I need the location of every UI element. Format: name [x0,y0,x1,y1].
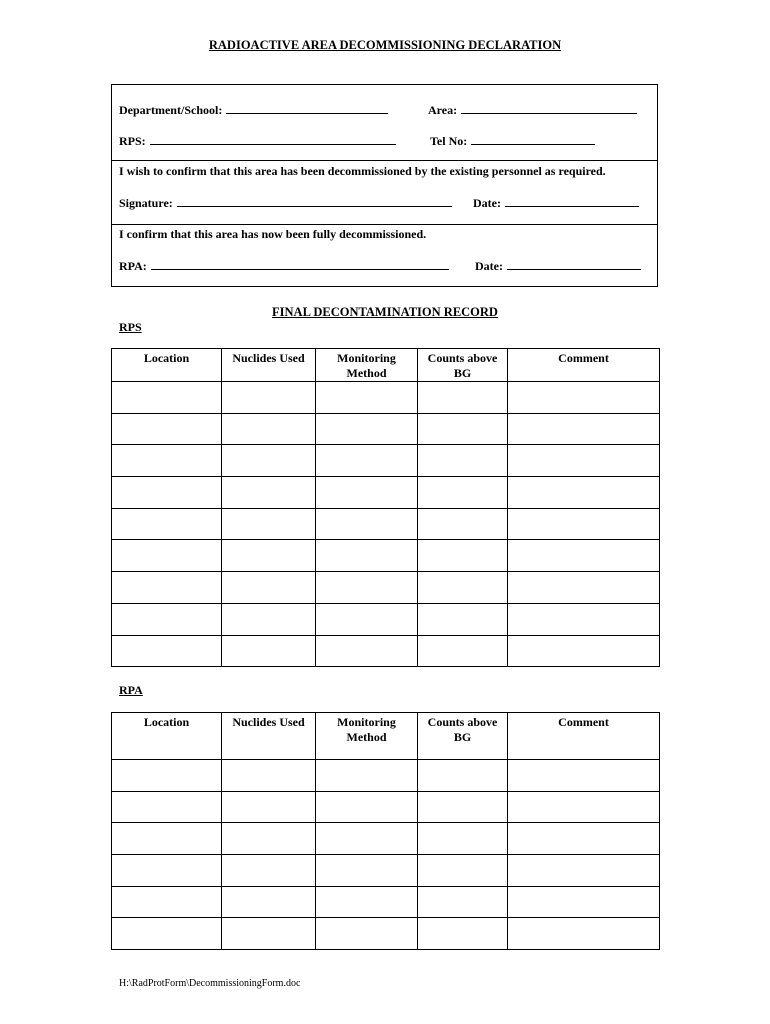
comment-cell[interactable] [508,445,660,477]
table-row [112,886,660,918]
comment-cell[interactable] [508,572,660,604]
comment-cell[interactable] [508,855,660,887]
comment-cell[interactable] [508,918,660,950]
location-cell[interactable] [112,477,222,509]
col-header-location: Location [112,713,222,760]
rpa-field[interactable] [119,258,449,274]
location-cell[interactable] [112,603,222,635]
col-header-counts: Counts above BG [418,349,508,382]
nuclides-cell[interactable] [222,382,316,414]
counts-cell[interactable] [418,635,508,667]
divider-1 [112,160,657,161]
department-field[interactable] [119,102,388,118]
divider-2 [112,224,657,225]
counts-cell[interactable] [418,603,508,635]
monitoring-cell[interactable] [316,508,418,540]
counts-cell[interactable] [418,477,508,509]
record-title: FINAL DECONTAMINATION RECORD [272,305,498,319]
date-label-2: Date: [475,259,503,273]
counts-cell[interactable] [418,413,508,445]
table-row [112,603,660,635]
nuclides-cell[interactable] [222,445,316,477]
counts-cell[interactable] [418,382,508,414]
location-cell[interactable] [112,445,222,477]
nuclides-cell[interactable] [222,760,316,792]
table-row [112,791,660,823]
col-header-comment: Comment [508,713,660,760]
department-input-line[interactable] [226,102,388,114]
date-field-2[interactable] [475,258,641,274]
rpa-section-label: RPA [119,683,143,697]
nuclides-cell[interactable] [222,855,316,887]
location-cell[interactable] [112,791,222,823]
location-cell[interactable] [112,382,222,414]
comment-cell[interactable] [508,760,660,792]
table-row [112,445,660,477]
nuclides-cell[interactable] [222,508,316,540]
comment-cell[interactable] [508,508,660,540]
location-cell[interactable] [112,918,222,950]
location-cell[interactable] [112,508,222,540]
monitoring-cell[interactable] [316,918,418,950]
col-header-counts: Counts above BG [418,713,508,760]
nuclides-cell[interactable] [222,477,316,509]
date-input-line-1[interactable] [505,195,639,207]
monitoring-cell[interactable] [316,855,418,887]
nuclides-cell[interactable] [222,791,316,823]
table-row [112,572,660,604]
monitoring-cell[interactable] [316,603,418,635]
rps-input-line[interactable] [150,133,396,145]
date-field-1[interactable] [473,195,639,211]
nuclides-cell[interactable] [222,823,316,855]
date-input-line-2[interactable] [507,258,641,270]
counts-cell[interactable] [418,540,508,572]
declaration-box [111,84,658,287]
nuclides-cell[interactable] [222,413,316,445]
area-input-line[interactable] [461,102,637,114]
table-row [112,855,660,887]
location-cell[interactable] [112,823,222,855]
comment-cell[interactable] [508,886,660,918]
location-cell[interactable] [112,855,222,887]
signature-input-line[interactable] [177,195,452,207]
table-row [112,413,660,445]
rps-record-table [111,348,660,667]
department-label: Department/School: [119,103,223,117]
col-header-monitoring: Monitoring Method [316,713,418,760]
monitoring-cell[interactable] [316,760,418,792]
col-header-comment: Comment [508,349,660,382]
comment-cell[interactable] [508,540,660,572]
monitoring-cell[interactable] [316,886,418,918]
counts-cell[interactable] [418,918,508,950]
nuclides-cell[interactable] [222,918,316,950]
table-row [112,918,660,950]
comment-cell[interactable] [508,413,660,445]
counts-cell[interactable] [418,886,508,918]
monitoring-cell[interactable] [316,635,418,667]
counts-cell[interactable] [418,572,508,604]
comment-cell[interactable] [508,635,660,667]
area-label: Area: [428,103,458,117]
counts-cell[interactable] [418,791,508,823]
form-title: RADIOACTIVE AREA DECOMMISSIONING DECLARATION [208,38,562,52]
table-row [112,760,660,792]
table-row [112,823,660,855]
monitoring-cell[interactable] [316,540,418,572]
counts-cell[interactable] [418,760,508,792]
comment-cell[interactable] [508,477,660,509]
tel-field[interactable] [430,133,595,149]
area-field[interactable] [428,102,637,118]
table-row [112,382,660,414]
counts-cell[interactable] [418,823,508,855]
counts-cell[interactable] [418,445,508,477]
tel-input-line[interactable] [471,133,595,145]
counts-cell[interactable] [418,508,508,540]
footer-file-path: H:\RadProtForm\DecommissioningForm.doc [119,978,301,989]
table-row [112,540,660,572]
rpa-input-line[interactable] [151,258,449,270]
location-cell[interactable] [112,413,222,445]
col-header-location: Location [112,349,222,382]
monitoring-cell[interactable] [316,413,418,445]
location-cell[interactable] [112,540,222,572]
table-row [112,635,660,667]
monitoring-cell[interactable] [316,823,418,855]
counts-cell[interactable] [418,855,508,887]
location-cell[interactable] [112,886,222,918]
signature-label: Signature: [119,196,173,210]
statement-existing-personnel: I wish to confirm that this area has been decommissioned by the existing personnel as required. [119,164,606,178]
comment-cell[interactable] [508,603,660,635]
col-header-nuclides: Nuclides Used [222,349,316,382]
statement-fully-decommissioned: I confirm that this area has now been fully decommissioned. [119,227,427,241]
nuclides-cell[interactable] [222,603,316,635]
monitoring-cell[interactable] [316,477,418,509]
comment-cell[interactable] [508,791,660,823]
table-row [112,508,660,540]
rpa-record-table [111,712,660,950]
location-cell[interactable] [112,572,222,604]
location-cell[interactable] [112,635,222,667]
monitoring-cell[interactable] [316,791,418,823]
comment-cell[interactable] [508,382,660,414]
tel-label: Tel No: [430,134,468,148]
comment-cell[interactable] [508,823,660,855]
rps-section-label: RPS [119,320,142,334]
table-row [112,477,660,509]
monitoring-cell[interactable] [316,445,418,477]
rpa-label: RPA: [119,259,147,273]
col-header-nuclides: Nuclides Used [222,713,316,760]
date-label-1: Date: [473,196,501,210]
nuclides-cell[interactable] [222,635,316,667]
monitoring-cell[interactable] [316,382,418,414]
col-header-monitoring: Monitoring Method [316,349,418,382]
location-cell[interactable] [112,760,222,792]
signature-field[interactable] [119,195,452,211]
nuclides-cell[interactable] [222,540,316,572]
monitoring-cell[interactable] [316,572,418,604]
nuclides-cell[interactable] [222,572,316,604]
rps-field[interactable] [119,133,396,149]
rps-label: RPS: [119,134,146,148]
nuclides-cell[interactable] [222,886,316,918]
